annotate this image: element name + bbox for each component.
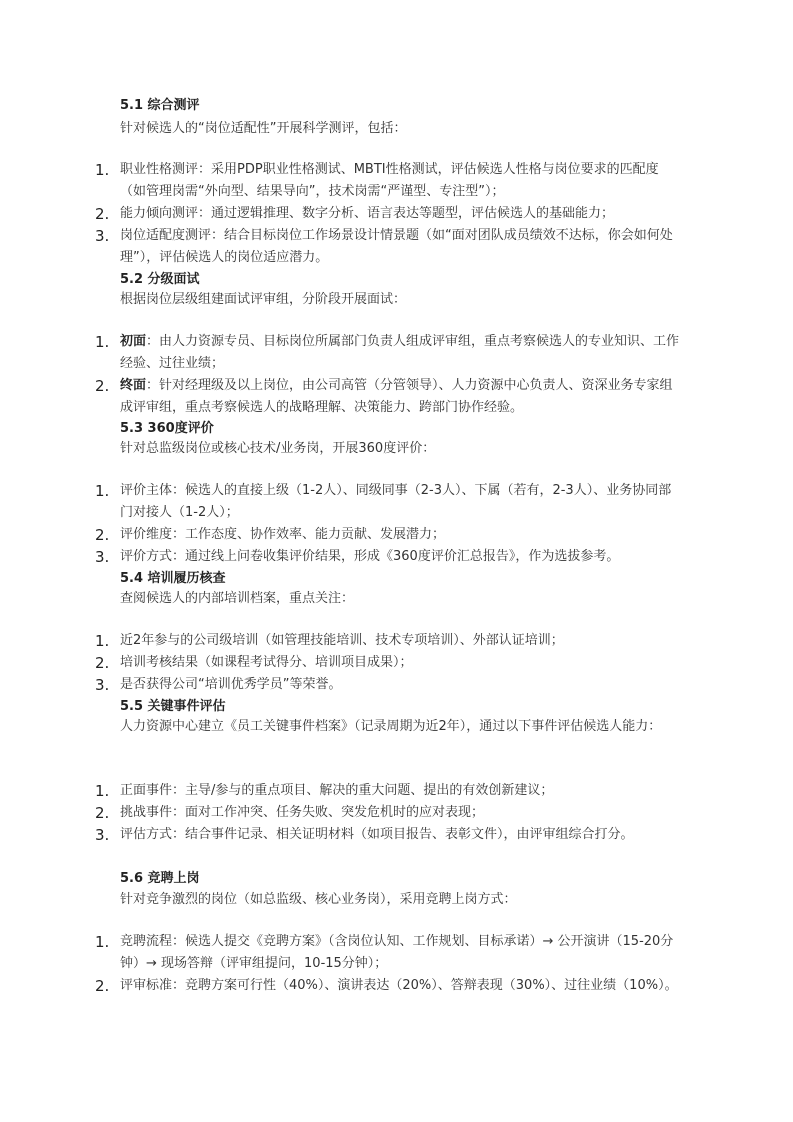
list-text: 挑战事件：面对工作冲突、任务失败、突发危机时的应对表现；	[120, 805, 485, 820]
list-number: 3.	[95, 227, 110, 245]
list-item	[95, 331, 685, 375]
list-text: 评估方式：结合事件记录、相关证明材料（如项目报告、表彰文件），由评审组综合打分。	[120, 827, 634, 842]
list-number: 2.	[95, 977, 110, 995]
list-text: 评价方式：通过线上问卷收集评价结果，形成《360度评价汇总报告》，作为选拔参考。	[120, 549, 620, 564]
list-text: 职业性格测评：采用PDP职业性格测试、MBTI性格测试，评估候选人性格与岗位要求的匹配度（如管理岗需“外向型、结果导向”，技术岗需“严谨型、专注型”）；	[120, 162, 659, 199]
list-item	[95, 975, 685, 997]
list-body: ：针对经理级及以上岗位，由公司高管（分管领导）、人力资源中心负责人、资深业务专家组成评审组，重点考察候选人的战略理解、决策能力、跨部门协作经验。	[120, 378, 673, 415]
list-number: 3.	[95, 548, 110, 566]
list-item	[95, 159, 685, 203]
list-item	[95, 824, 685, 846]
section-heading: 5.3 360度评价	[120, 421, 214, 436]
section-intro: 人力资源中心建立《员工关键事件档案》（记录周期为近2年），通过以下事件评估候选人能力：	[120, 719, 662, 734]
list-text: 评价维度：工作态度、协作效率、能力贡献、发展潜力；	[120, 527, 446, 542]
list-item	[95, 630, 685, 652]
section-intro: 针对竞争激烈的岗位（如总监级、核心业务岗），采用竞聘上岗方式：	[120, 892, 517, 907]
list-number: 2.	[95, 804, 110, 822]
list-number: 1.	[95, 333, 110, 351]
section-heading: 5.2 分级面试	[120, 272, 200, 287]
list-text: 评价主体：候选人的直接上级（1-2人）、同级同事（2-3人）、下属（若有，2-3人）、业务协同部门对接人（1-2人）；	[120, 483, 672, 520]
section-heading: 5.4 培训履历核查	[120, 571, 226, 586]
list-number: 1.	[95, 632, 110, 650]
list-item	[95, 524, 685, 546]
list-text: 评审标准：竞聘方案可行性（40%）、演讲表达（20%）、答辩表现（30%）、过往业绩（10%）。	[120, 978, 678, 993]
list-item	[95, 780, 685, 802]
list-number: 3.	[95, 826, 110, 844]
list-number: 1.	[95, 482, 110, 500]
list-label: 初面	[120, 334, 147, 349]
section-intro: 针对候选人的“岗位适配性”开展科学测评，包括：	[120, 121, 407, 136]
list-label: 终面	[120, 378, 147, 393]
list-text: 正面事件：主导/参与的重点项目、解决的重大问题、提出的有效创新建议；	[120, 783, 554, 798]
list-item	[95, 480, 685, 524]
list-item	[95, 931, 685, 975]
section-intro: 查阅候选人的内部培训档案，重点关注：	[120, 591, 355, 606]
list-text: 能力倾向测评：通过逻辑推理、数字分析、语言表达等题型，评估候选人的基础能力；	[120, 206, 615, 221]
list-number: 2.	[95, 205, 110, 223]
section-heading: 5.5 关键事件评估	[120, 699, 226, 714]
list-text: 是否获得公司“培训优秀学员”等荣誉。	[120, 677, 342, 692]
list-text: 竞聘流程：候选人提交《竞聘方案》（含岗位认知、工作规划、目标承诺）→ 公开演讲（15-20分钟）→ 现场答辩（评审组提问，10-15分钟）；	[120, 934, 674, 971]
list-number: 2.	[95, 526, 110, 544]
list-item	[95, 225, 685, 269]
list-number: 3.	[95, 676, 110, 694]
list-item	[95, 203, 685, 225]
list-item	[95, 674, 685, 696]
list-text	[120, 375, 680, 419]
list-text	[120, 331, 680, 375]
list-text: 培训考核结果（如课程考试得分、培训项目成果）；	[120, 655, 413, 670]
list-body: ：由人力资源专员、目标岗位所属部门负责人组成评审组，重点考察候选人的专业知识、工作经验、过往业绩；	[120, 334, 680, 371]
list-item	[95, 652, 685, 674]
section-intro: 针对总监级岗位或核心技术/业务岗，开展360度评价：	[120, 441, 436, 456]
section-heading: 5.1 综合测评	[120, 98, 200, 113]
list-number: 1.	[95, 933, 110, 951]
list-text: 岗位适配度测评：结合目标岗位工作场景设计情景题（如“面对团队成员绩效不达标，你会如何处理”），评估候选人的岗位适应潜力。	[120, 228, 673, 265]
list-item	[95, 802, 685, 824]
list-number: 2.	[95, 377, 110, 395]
list-item	[95, 546, 685, 568]
list-number: 2.	[95, 654, 110, 672]
list-text: 近2年参与的公司级培训（如管理技能培训、技术专项培训）、外部认证培训；	[120, 633, 564, 648]
section-heading: 5.6 竞聘上岗	[120, 871, 200, 886]
section-intro: 根据岗位层级组建面试评审组，分阶段开展面试：	[120, 292, 407, 307]
list-item	[95, 375, 685, 419]
list-number: 1.	[95, 161, 110, 179]
list-number: 1.	[95, 782, 110, 800]
